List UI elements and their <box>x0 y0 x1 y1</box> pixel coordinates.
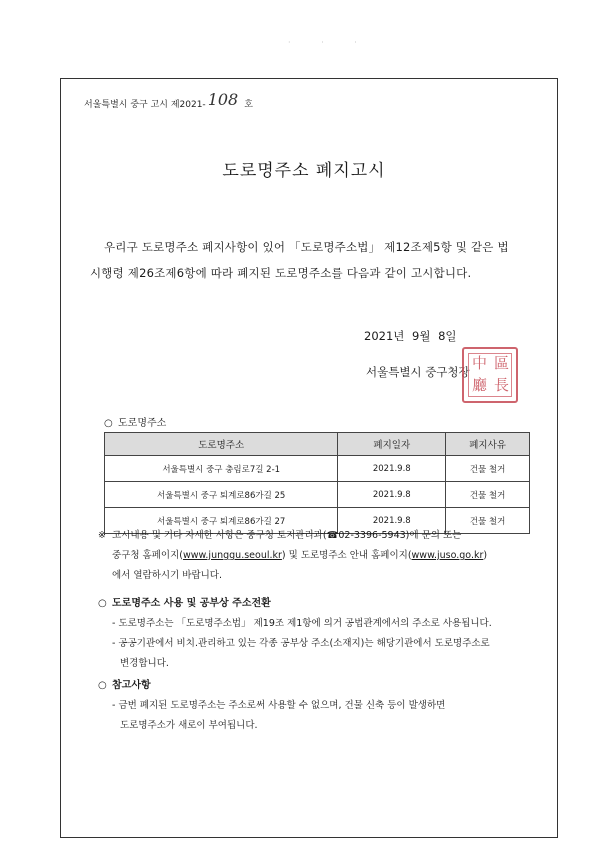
intro-line-2: 시행령 제26조제6항에 따라 폐지된 도로명주소를 다음과 같이 고시합니다. <box>90 266 472 280</box>
section-item: - 공공기관에서 비치․관리하고 있는 각종 공부상 주소(소재지)는 해당기관에서 도로명주소로 <box>112 638 490 649</box>
note-line-1 <box>98 526 538 546</box>
section-road-address <box>104 414 166 429</box>
cell-address: 서울특별시 중구 퇴계로86가길 27 <box>105 508 338 534</box>
section-item-continuation: 도로명주소가 새로이 부여됩니다. <box>120 720 258 731</box>
page-title: 도로명주소 폐지고시 <box>222 161 386 181</box>
section-heading-text: 참고사항 <box>112 680 151 691</box>
section-references <box>98 676 544 736</box>
reference-mark-icon: ※ <box>98 530 106 541</box>
table-row <box>105 456 530 482</box>
juso-homepage-link[interactable]: www.juso.go.kr <box>411 550 484 561</box>
address-table <box>104 432 530 534</box>
note-text-2c: ) <box>483 550 488 561</box>
section-address-conversion <box>98 594 544 674</box>
notice-number <box>84 92 253 111</box>
note-text-1: 고시내용 및 기타 자세한 사항은 중구청 토지관리과(☎02-3396-5943)에 문의 또는 <box>112 530 462 541</box>
notice-number-handwritten: 108 <box>207 90 239 109</box>
inquiry-note <box>98 526 538 586</box>
section-heading <box>98 676 544 696</box>
intro-line-1: 우리구 도로명주소 폐지사항이 있어 「도로명주소법」 제12조제5항 및 같은 법 <box>104 240 509 254</box>
issuing-office: 서울특별시 중구청장 <box>366 365 470 379</box>
cell-address: 서울특별시 중구 퇴계로86가길 25 <box>105 482 338 508</box>
seal-glyph: 中 <box>472 354 488 372</box>
cell-reason: 건물 철거 <box>446 456 530 482</box>
cell-date: 2021.9.8 <box>338 508 446 534</box>
cell-reason: 건물 철거 <box>446 482 530 508</box>
circle-bullet-icon: ○ <box>98 598 107 609</box>
note-text-2a: 중구청 홈페이지( <box>112 550 183 561</box>
note-text-2b: ) 및 도로명주소 안내 홈페이지( <box>281 550 412 561</box>
table-header-row <box>105 433 530 456</box>
column-header-address: 도로명주소 <box>105 433 338 456</box>
circle-bullet-icon: ○ <box>98 680 107 691</box>
notice-date: 2021년 9월 8일 <box>364 329 457 343</box>
notice-number-suffix: 호 <box>244 100 253 110</box>
note-line-3: 에서 열람하시기 바랍니다. <box>112 570 223 581</box>
column-header-date: 폐지일자 <box>338 433 446 456</box>
section-item-continuation: 변경합니다. <box>120 658 169 669</box>
section-item: - 도로명주소는 「도로명주소법」 제19조 제1항에 의거 공법관계에서의 주소로 사용됩니다. <box>112 618 492 629</box>
cell-reason: 건물 철거 <box>446 508 530 534</box>
junggu-homepage-link[interactable]: www.junggu.seoul.kr <box>182 550 282 561</box>
official-seal-icon <box>462 347 518 403</box>
section-item: - 금번 폐지된 도로명주소는 주소로써 사용할 수 없으며, 건물 신축 등이 발생하면 <box>112 700 446 711</box>
note-line-2 <box>98 546 538 566</box>
column-header-reason: 폐지사유 <box>446 433 530 456</box>
section-label: 도로명주소 <box>118 418 167 429</box>
cell-address: 서울특별시 중구 충림로7길 2-1 <box>105 456 338 482</box>
seal-glyph: 區 <box>494 354 510 372</box>
cell-date: 2021.9.8 <box>338 482 446 508</box>
section-heading-text: 도로명주소 사용 및 공부상 주소전환 <box>112 598 271 609</box>
section-heading <box>98 594 544 614</box>
seal-glyph: 長 <box>494 376 510 394</box>
circle-bullet-icon: ○ <box>104 418 113 429</box>
cell-date: 2021.9.8 <box>338 456 446 482</box>
scan-specks: · · · <box>288 38 371 47</box>
notice-number-prefix: 서울특별시 중구 고시 제2021- <box>84 100 206 110</box>
seal-glyph: 廳 <box>472 376 488 394</box>
table-row <box>105 482 530 508</box>
intro-paragraph <box>90 234 530 286</box>
